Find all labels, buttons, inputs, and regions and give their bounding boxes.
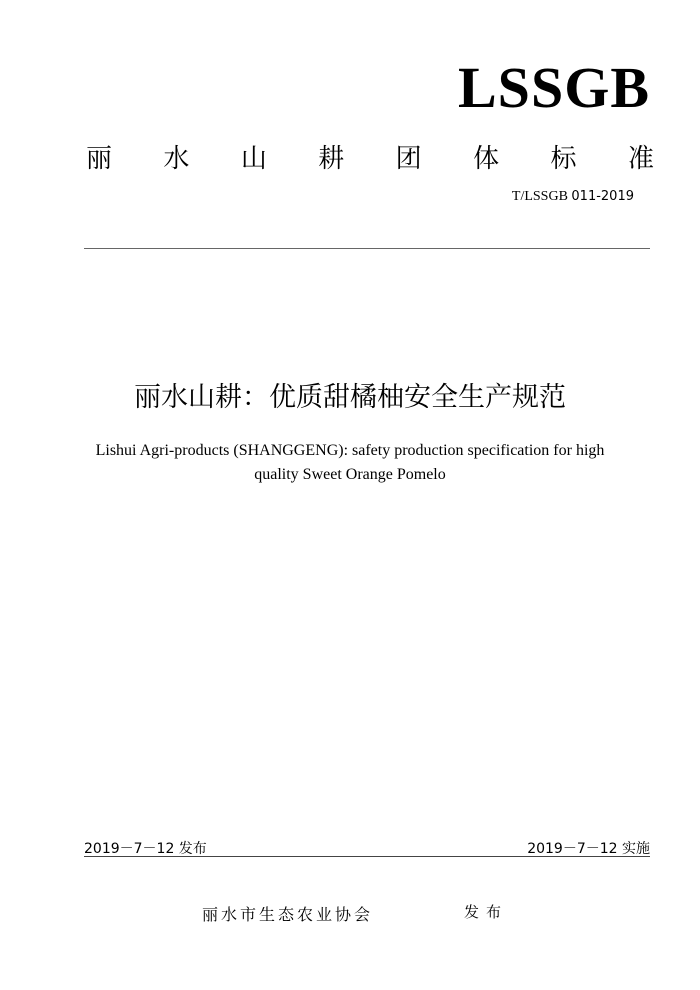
org-title-char: 标 <box>550 143 577 174</box>
document-title-chinese: 丽水山耕：优质甜橘柚安全生产规范 <box>134 382 566 413</box>
header-divider <box>84 248 650 249</box>
org-standard-type <box>84 136 656 176</box>
org-title-char: 山 <box>240 143 267 174</box>
english-title-line: Lishui Agri-products (SHANGGENG): safety production specification for high <box>95 442 605 459</box>
org-title-char: 体 <box>473 143 500 174</box>
issuer-action: 发布 <box>464 903 509 921</box>
org-title-char: 准 <box>627 143 654 174</box>
org-title-char: 耕 <box>318 143 345 174</box>
org-title-char: 团 <box>395 143 422 174</box>
document-title-english <box>70 439 630 487</box>
standard-code-prefix: T/LSSGB <box>511 189 572 204</box>
date-row <box>84 838 650 858</box>
implement-date: 2019－7－12 实施 <box>527 841 650 857</box>
standard-code-number: 011-2019 <box>571 189 634 204</box>
standard-code <box>400 189 634 205</box>
org-title-char: 丽 <box>85 143 112 174</box>
standard-logo: LSSGB <box>458 55 650 120</box>
publish-date: 2019－7－12 发布 <box>84 841 207 857</box>
footer-divider <box>84 856 650 857</box>
english-title-line: quality Sweet Orange Pomelo <box>254 466 446 483</box>
org-title-char: 水 <box>163 143 190 174</box>
issuing-organization: 丽水市生态农业协会 <box>202 905 374 924</box>
